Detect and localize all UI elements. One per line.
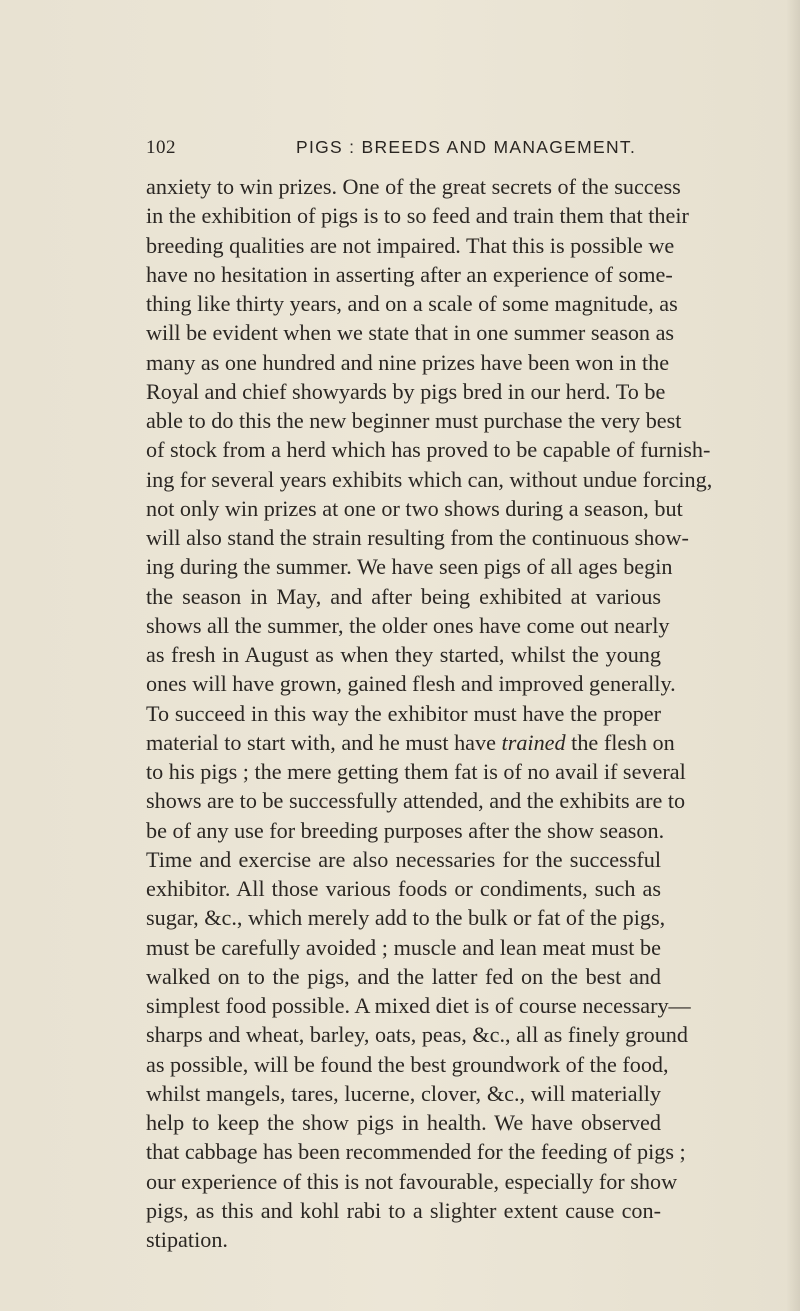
body-paragraph <box>146 172 713 1254</box>
text-line: that cabbage has been recommended for the feeding of pigs ; <box>146 1139 686 1165</box>
text-line: exhibitor. All those various foods or condiments, such as <box>146 876 661 901</box>
text-line: many as one hundred and nine prizes have been won in the <box>146 349 670 375</box>
text-line: ing during the summer. We have seen pigs of all ages begin <box>146 554 673 580</box>
text-line: must be carefully avoided ; muscle and lean meat must be <box>146 934 661 960</box>
text-line: Time and exercise are also necessaries for the successful <box>146 846 661 872</box>
running-head <box>146 137 662 163</box>
text-line: ing for several years exhibits which can, without undue forcing, <box>146 466 713 492</box>
italic-word: trained <box>501 729 566 755</box>
text-line: breeding qualities are not impaired. That this is possible we <box>146 232 675 258</box>
text-line: able to do this the new beginner must purchase the very best <box>146 408 682 433</box>
text-line: To succeed in this way the exhibitor must have the proper <box>146 700 661 726</box>
text-line: walked on to the pigs, and the latter fed on the best and <box>146 963 661 989</box>
text-line: of stock from a herd which has proved to be capable of furnish- <box>146 437 711 463</box>
text-line: sugar, &c., which merely add to the bulk or fat of the pigs, <box>146 905 666 931</box>
running-title: PIGS : BREEDS AND MANAGEMENT. <box>296 137 637 157</box>
text-line: be of any use for breeding purposes after the show season. <box>146 817 665 843</box>
text-line: shows all the summer, the older ones have come out nearly <box>146 612 670 638</box>
text-line: Royal and chief showyards by pigs bred in our herd. To be <box>146 378 666 404</box>
text-line: our experience of this is not favourable, especially for show <box>146 1168 678 1194</box>
text-line: thing like thirty years, and on a scale of some magnitude, as <box>146 291 678 316</box>
text-line: will also stand the strain resulting from the continuous show- <box>146 525 689 550</box>
page-edge-shadow <box>786 0 800 1311</box>
page-number: 102 <box>146 137 176 158</box>
text-line: simplest food possible. A mixed diet is of course necessary— <box>146 993 691 1018</box>
line-segment: the flesh on <box>565 729 675 755</box>
text-line: ones will have grown, gained flesh and improved generally. <box>146 671 676 697</box>
text-line: to his pigs ; the mere getting them fat is of no avail if several <box>146 759 686 784</box>
line-segment: material to start with, and he must have <box>146 729 502 755</box>
text-line: help to keep the show pigs in health. We have observed <box>146 1110 661 1135</box>
text-line: in the exhibition of pigs is to so feed and train them that their <box>146 203 689 229</box>
text-line: the season in May, and after being exhibited at various <box>146 583 661 609</box>
text-line: whilst mangels, tares, lucerne, clover, &c., will materially <box>146 1080 661 1106</box>
text-line: have no hesitation in asserting after an experience of some- <box>146 261 673 287</box>
text-line: not only win prizes at one or two shows during a season, but <box>146 495 683 521</box>
text-line-last: stipation. <box>146 1227 228 1252</box>
text-line: sharps and wheat, barley, oats, peas, &c., all as finely ground <box>146 1022 688 1048</box>
text-line: as possible, will be found the best groundwork of the food, <box>146 1051 669 1077</box>
text-line: shows are to be successfully attended, and the exhibits are to <box>146 788 686 814</box>
text-line: anxiety to win prizes. One of the great secrets of the success <box>146 174 681 199</box>
text-line: will be evident when we state that in one summer season as <box>146 320 675 346</box>
text-line-with-italic <box>146 728 675 757</box>
text-line: pigs, as this and kohl rabi to a slighter extent cause con- <box>146 1197 661 1223</box>
text-line: as fresh in August as when they started, whilst the young <box>146 642 661 667</box>
